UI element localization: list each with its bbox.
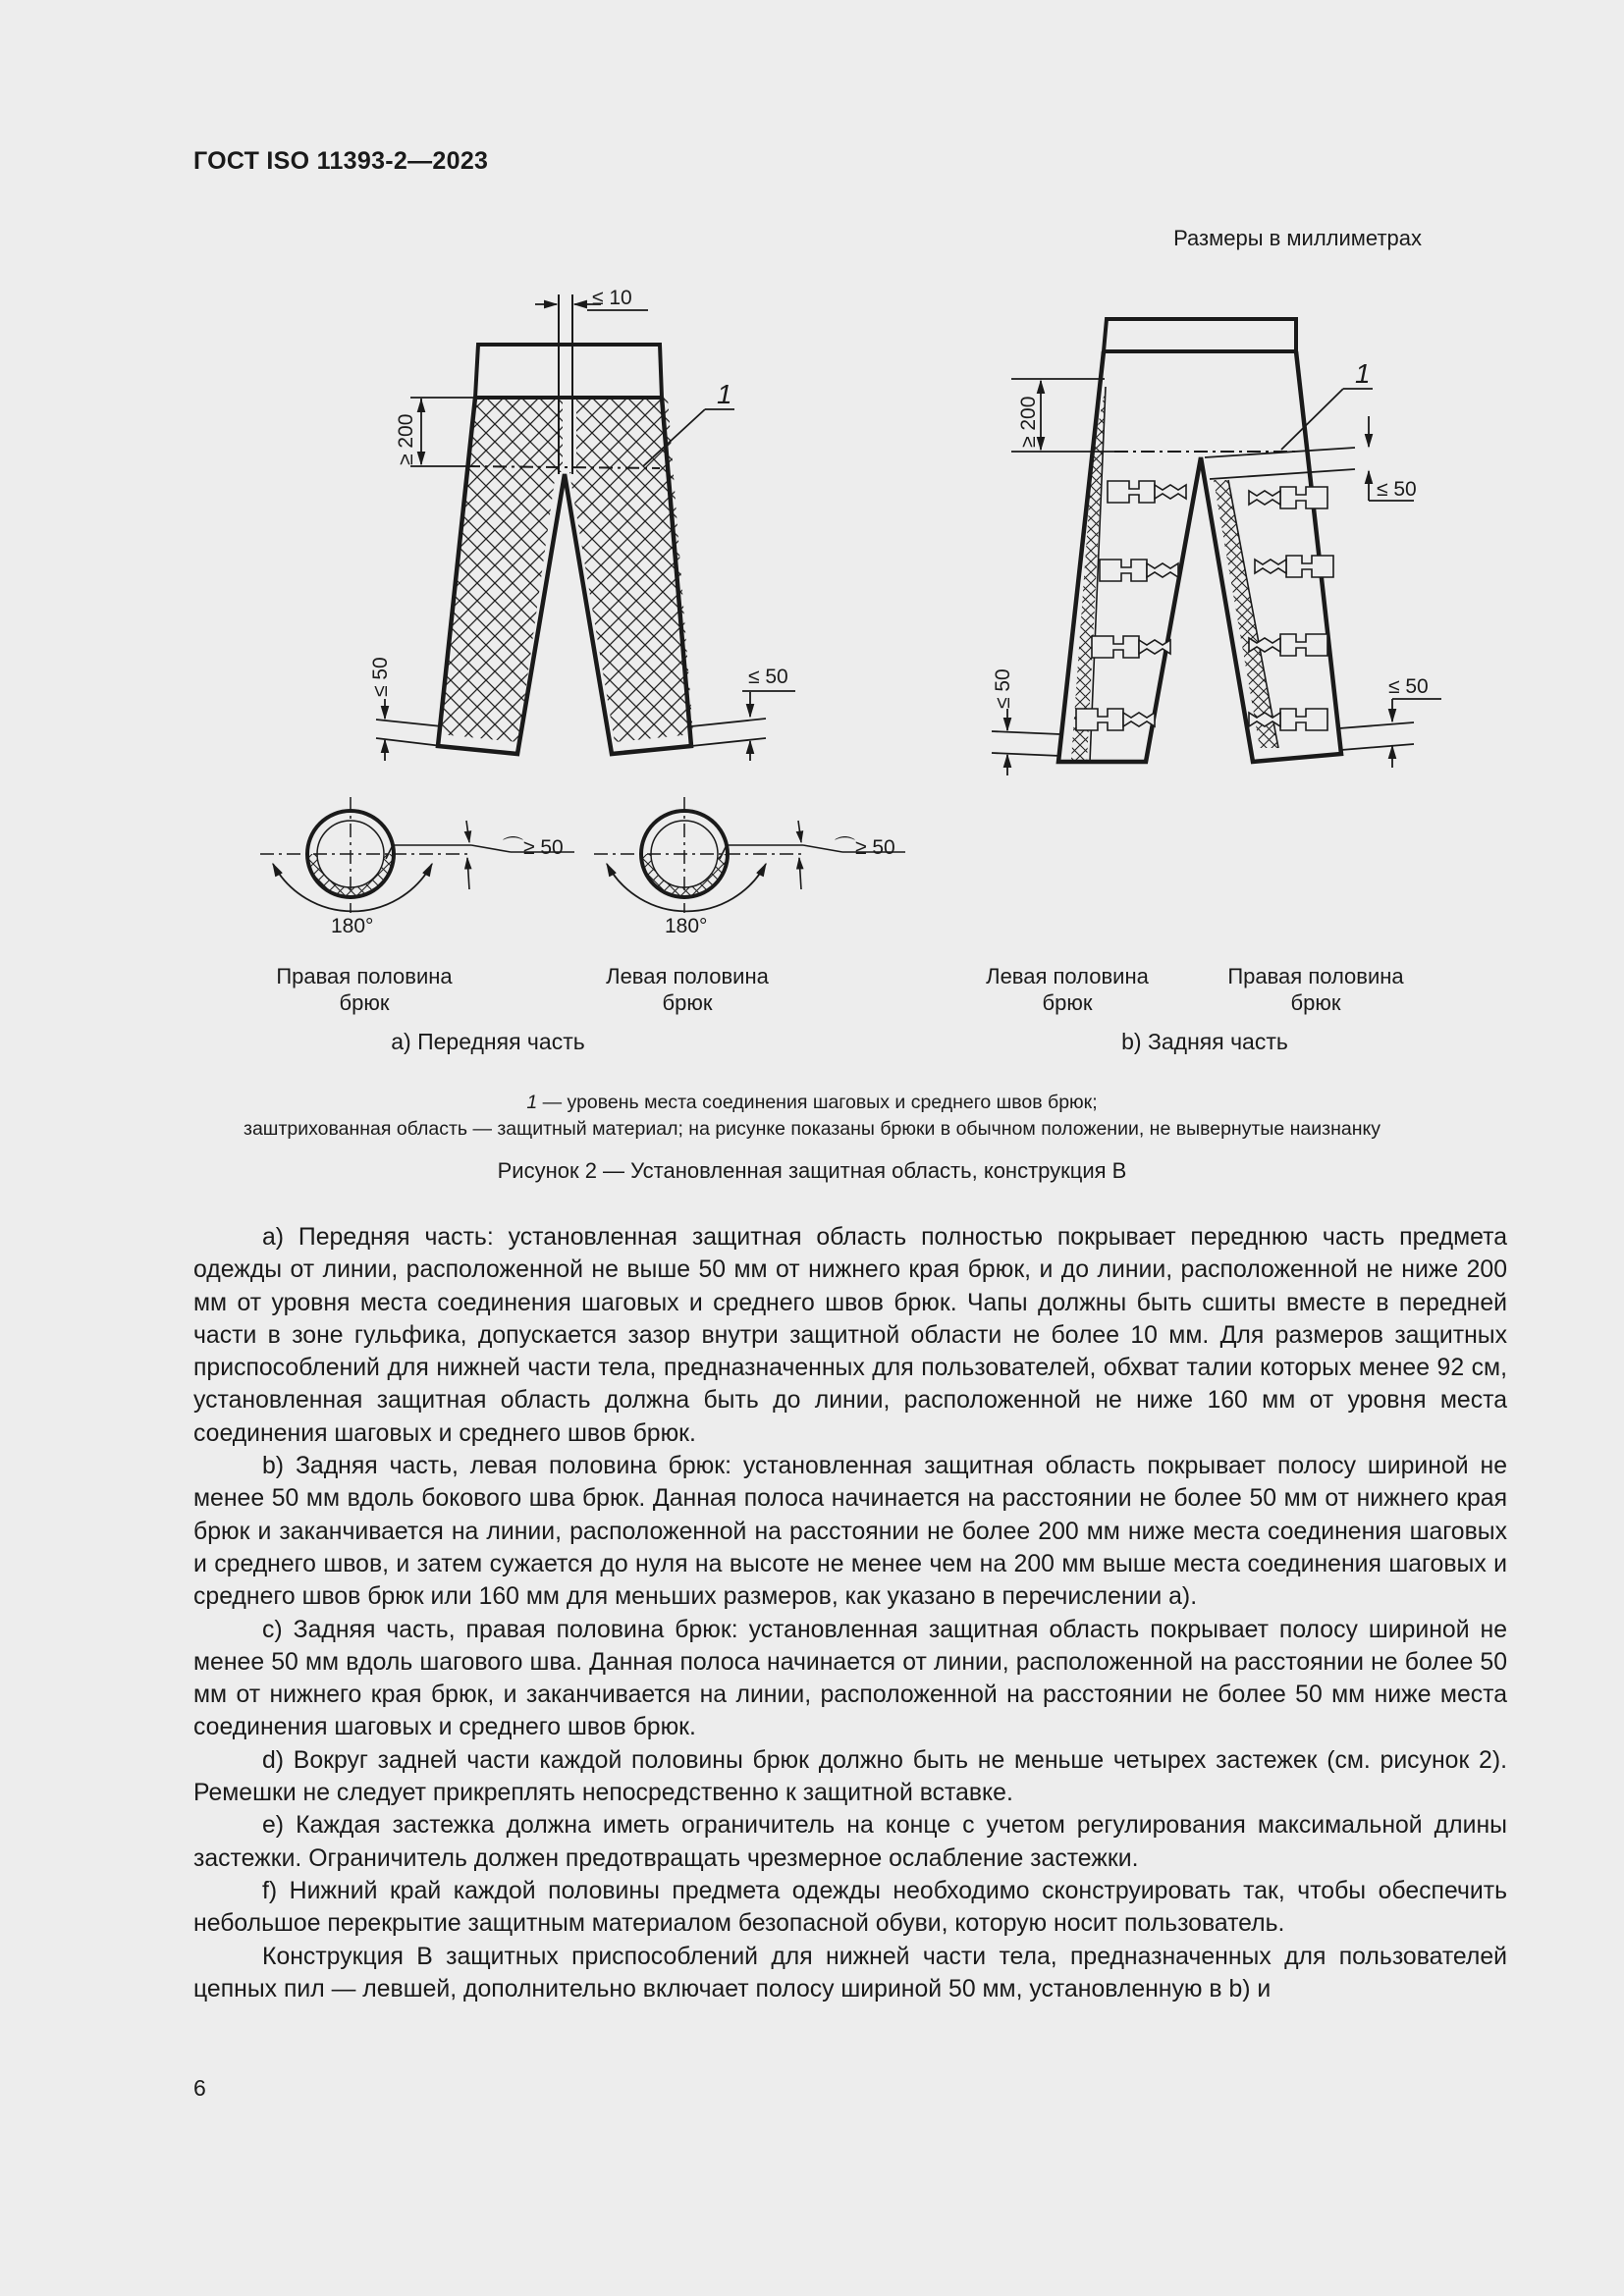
overlap-50-label-2: ⌒≥ 50: [835, 836, 895, 859]
back-left-half-label-2: брюк: [1042, 990, 1093, 1015]
front-right-half-label-1: Правая половина: [276, 964, 453, 988]
callout-1-back: 1: [1355, 358, 1371, 389]
body-text: [193, 1221, 1507, 2005]
back-pants-drawing: [992, 319, 1441, 775]
legend-line-1: — уровень места соединения шаговых и среднего швов брюк;: [537, 1092, 1098, 1113]
paragraph-e: e) Каждая застежка должна иметь ограничитель на конце с учетом регулирования максимальной длины застежки. Ограничитель должен предотвращать чрезмерное ослабление застежки.: [193, 1812, 1507, 1872]
dim-50-back-left-label: ≤ 50: [992, 668, 1014, 709]
legend-number: 1: [526, 1092, 538, 1113]
back-right-half-label-2: брюк: [1290, 990, 1341, 1015]
subfigure-b-title: b) Задняя часть: [1121, 1029, 1288, 1054]
paragraph-g: Конструкция В защитных приспособлений для нижней части тела, предназначенных для пользователей цепных пил — левшей, дополнительно включает полосу шириной 50 мм, установленную в b) и: [193, 1943, 1507, 2002]
dim-50-back-right-label: ≤ 50: [1388, 675, 1429, 698]
dim-50-front-right-label: ≤ 50: [748, 666, 788, 688]
legend-line-2: заштрихованная область — защитный материал; на рисунке показаны брюки в обычном положении, не вывернутые наизнанку: [244, 1118, 1380, 1140]
subfigure-a-title: а) Передняя часть: [391, 1029, 585, 1054]
dim-200-front-label: ≥ 200: [395, 413, 417, 465]
units-note: Размеры в миллиметрах: [1173, 226, 1422, 250]
paragraph-b: b) Задняя часть, левая половина брюк: установленная защитная область покрывает полосу шириной не менее 50 мм вдоль бокового шва брюк. Данная полоса начинается на расстоянии не более 50 мм от нижнего края брюк и заканчивается на линии, расположенной на расстоянии не более 200 мм ниже места соединения шаговых и среднего швов, и затем сужается до нуля на высоте не менее чем на 200 мм выше места соединения шаговых и среднего швов брюк или 160 мм для меньших размеров, как указано в перечислении а).: [193, 1453, 1507, 1611]
front-left-half-label-1: Левая половина: [606, 964, 769, 988]
figure-caption: Рисунок 2 — Установленная защитная область, конструкция В: [497, 1158, 1127, 1183]
paragraph-d: d) Вокруг задней части каждой половины брюк должно быть не меньше четырех застежек (см. рисунок 2). Ремешки не следует прикреплять непосредственно к защитной вставке.: [193, 1746, 1507, 1807]
paragraph-a: а) Передняя часть: установленная защитная область полностью покрывает переднюю часть предмета одежды от линии, расположенной не выше 50 мм от нижнего края брюк, и до линии, расположенной не ниже 200 мм от уровня места соединения шаговых и среднего швов брюк. Чапы должны быть сшиты вместе в передней части в зоне гульфика, допускается зазор внутри защитной области не более 10 мм. Для размеров защитных приспособлений для нижней части тела, предназначенных для пользователей, обхват талии которых менее 92 см, установленная защитная область должна быть до линии, расположенной не ниже 160 мм от уровня места соединения шаговых и среднего швов брюк.: [193, 1224, 1507, 1447]
cross-section-left-half: [594, 797, 905, 937]
cross-section-right-half: [260, 797, 574, 937]
back-left-half-label-1: Левая половина: [986, 964, 1149, 988]
back-right-half-label-1: Правая половина: [1227, 964, 1404, 988]
angle-180-label-2: 180°: [665, 915, 708, 937]
front-pants-drawing: [369, 287, 795, 761]
document-header: ГОСТ ISO 11393-2—2023: [193, 147, 489, 175]
dim-50-back-top-label: ≤ 50: [1377, 478, 1417, 501]
page-number: 6: [193, 2075, 206, 2101]
front-right-half-label-2: брюк: [339, 990, 390, 1015]
back-right-strip-hatch: [1214, 480, 1278, 748]
figure-legend: [147, 1090, 1477, 1143]
angle-180-label-1: 180°: [331, 915, 374, 937]
overlap-50-label-1: ⌒≥ 50: [503, 836, 564, 859]
dim-gap-label: ≤ 10: [592, 287, 632, 309]
dim-50-front-left-label: ≤ 50: [369, 657, 392, 697]
dim-200-back-label: ≥ 200: [1017, 396, 1040, 448]
paragraph-c: c) Задняя часть, правая половина брюк: установленная защитная область покрывает полосу шириной не менее 50 мм вдоль шагового шва. Данная полоса начинается от линии, расположенной на расстоянии не более 50 мм от нижнего края брюк, и заканчивается на линии, расположенной на расстоянии не более 50 мм ниже места соединения шаговых и среднего швов брюк.: [193, 1616, 1507, 1741]
paragraph-f: f) Нижний край каждой половины предмета одежды необходимо сконструировать так, чтобы обеспечить небольшое перекрытие защитным материалом безопасной обуви, которую носит пользователь.: [193, 1877, 1507, 1938]
figure-2-drawing: [0, 0, 1624, 1129]
front-left-half-label-2: брюк: [662, 990, 713, 1015]
callout-1-front: 1: [717, 379, 732, 409]
